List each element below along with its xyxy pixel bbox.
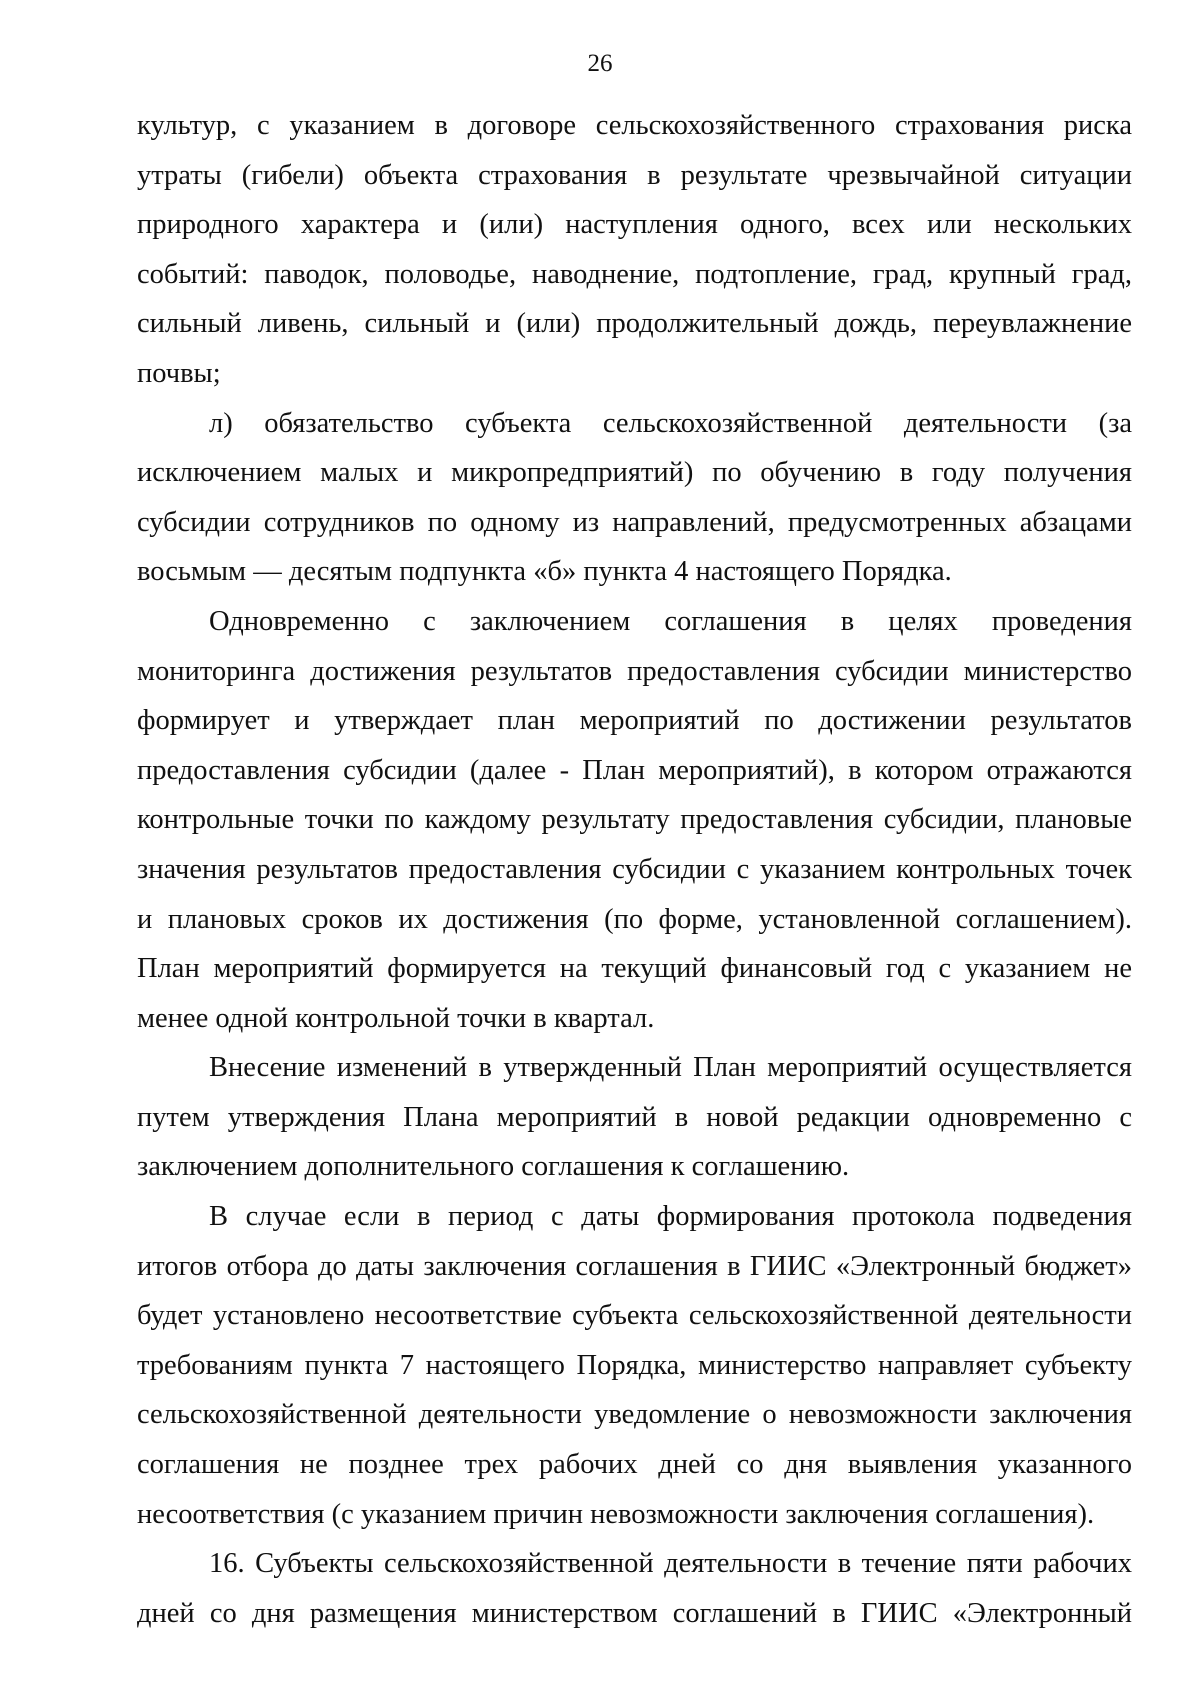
text-line: восьмым — десятым подпункта «б» пункта 4 настоящего Порядка. <box>137 556 952 588</box>
text-line: Внесение изменений в утвержденный План мероприятий осуществляется <box>209 1052 1132 1084</box>
text-line: культур, с указанием в договоре сельскохозяйственного страхования риска <box>137 110 1132 141</box>
text-line: будет установлено несоответствие субъекта сельскохозяйственной деятельности <box>137 1300 1132 1332</box>
paragraph <box>137 597 1132 1043</box>
text-line: План мероприятий формируется на текущий финансовый год с указанием не <box>137 953 1132 985</box>
text-line: предоставления субсидии (далее - План мероприятий), в котором отражаются <box>137 754 1132 786</box>
text-line: субсидии сотрудников по одному из направлений, предусмотренных абзацами <box>137 506 1132 538</box>
document-body <box>137 101 1132 1638</box>
text-line: мониторинга достижения результатов предоставления субсидии министерство <box>137 655 1132 687</box>
text-line: несоответствия (с указанием причин невозможности заключения соглашения). <box>137 1498 1095 1530</box>
text-line: почвы; <box>137 357 221 389</box>
page-number: 26 <box>587 50 613 77</box>
text-line: формирует и утверждает план мероприятий по достижении результатов <box>137 705 1132 737</box>
paragraph <box>137 101 1132 399</box>
text-line: природного характера и (или) наступления одного, всех или нескольких <box>137 209 1132 241</box>
text-line: путем утверждения Плана мероприятий в новой редакции одновременно с <box>137 1101 1132 1133</box>
paragraph <box>137 1539 1132 1638</box>
text-line: исключением малых и микропредприятий) по обучению в году получения <box>137 457 1132 489</box>
text-line: событий: паводок, половодье, наводнение, подтопление, град, крупный град, <box>137 258 1132 290</box>
text-line: л) обязательство субъекта сельскохозяйственной деятельности (за <box>209 407 1132 439</box>
text-line: сельскохозяйственной деятельности уведомление о невозможности заключения <box>137 1399 1132 1431</box>
paragraph <box>137 399 1132 597</box>
text-line: В случае если в период с даты формирования протокола подведения <box>209 1201 1132 1233</box>
text-line: значения результатов предоставления субсидии с указанием контрольных точек <box>137 853 1132 885</box>
text-line: итогов отбора до даты заключения соглашения в ГИИС «Электронный бюджет» <box>137 1250 1132 1282</box>
text-line: 16. Субъекты сельскохозяйственной деятельности в течение пяти рабочих <box>209 1548 1132 1580</box>
text-line: заключением дополнительного соглашения к соглашению. <box>137 1151 850 1183</box>
text-line: сильный ливень, сильный и (или) продолжительный дождь, переувлажнение <box>137 308 1132 340</box>
text-line: Одновременно с заключением соглашения в целях проведения <box>209 605 1132 637</box>
paragraph <box>137 1043 1132 1192</box>
text-line: утраты (гибели) объекта страхования в результате чрезвычайной ситуации <box>137 159 1132 191</box>
text-line: менее одной контрольной точки в квартал. <box>137 1002 655 1034</box>
paragraph <box>137 1192 1132 1539</box>
text-line: требованиям пункта 7 настоящего Порядка, министерство направляет субъекту <box>137 1349 1132 1381</box>
text-line: соглашения не позднее трех рабочих дней со дня выявления указанного <box>137 1449 1132 1481</box>
text-line: дней со дня размещения министерством соглашений в ГИИС «Электронный <box>137 1597 1132 1629</box>
text-line: контрольные точки по каждому результату предоставления субсидии, плановые <box>137 804 1132 836</box>
text-line: и плановых сроков их достижения (по форме, установленной соглашением). <box>137 903 1132 935</box>
